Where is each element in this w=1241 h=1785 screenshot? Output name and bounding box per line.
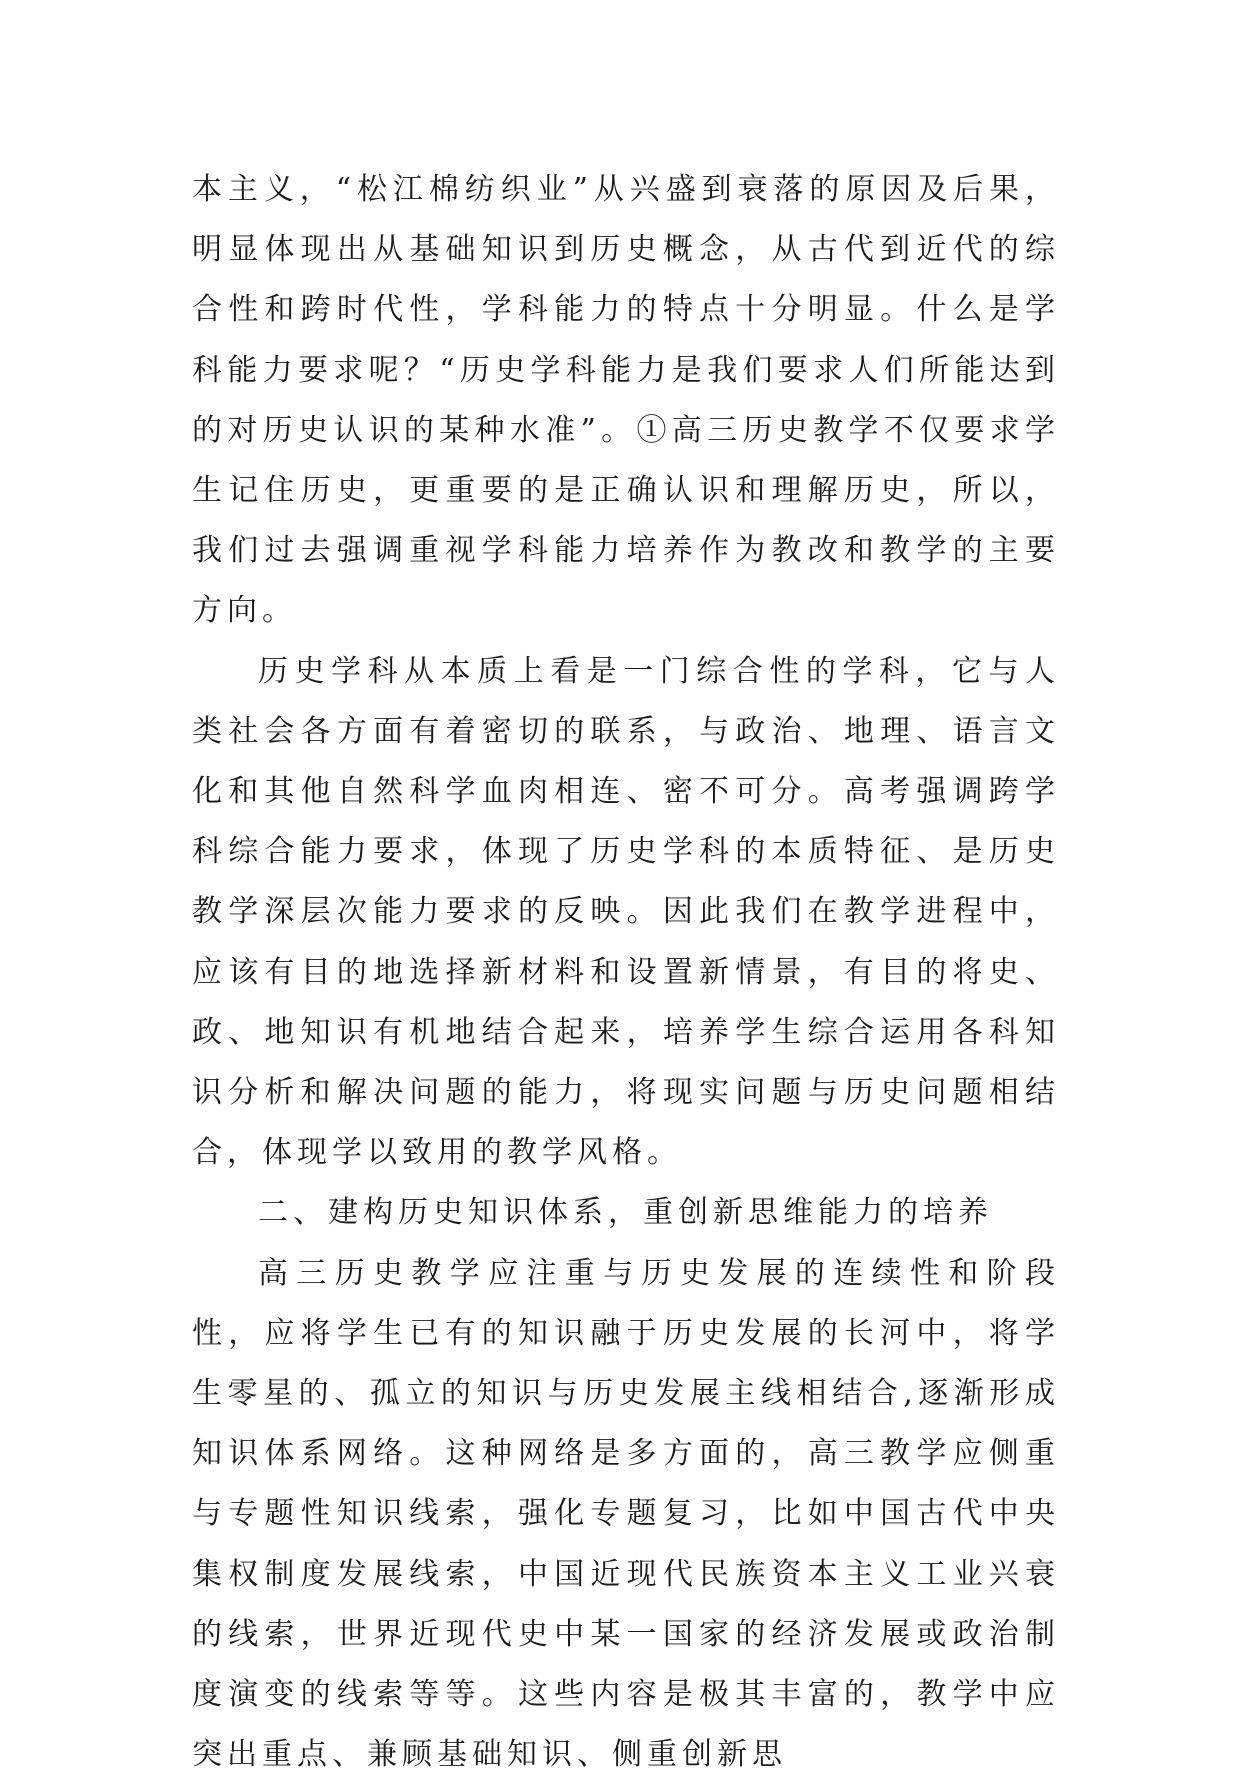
paragraph-2: 历史学科从本质上看是一门综合性的学科，它与人类社会各方面有着密切的联系，与政治、地理、语言文化和其他自然科学血肉相连、密不可分。高考强调跨学科综合能力要求，体现了历史学科的本质特征、是历史教学深层次能力要求的反映。因此我们在教学进程中，应该有目的地选择新材料和设置新情景，有目的将史、政、地知识有机地结合起来，培养学生综合运用各科知识分析和解决问题的能力，将现实问题与历史问题相结合，体现学以致用的教学风格。 — [192, 653, 1060, 1171]
section-heading: 二、建构历史知识体系，重创新思维能力的培养 — [258, 1195, 993, 1231]
paragraph-1: 本主义，“松江棉纺织业”从兴盛到衰落的原因及后果，明显体现出从基础知识到历史概念，从古代到近代的综合性和跨时代性，学科能力的特点十分明显。什么是学科能力要求呢？“历史学科能力是我们要求人们所能达到的对历史认识的某种水准”。①高三历史教学不仅要求学生记住历史，更重要的是正确认识和理解历史，所以，我们过去强调重视学科能力培养作为教改和教学的主要方向。 — [192, 172, 1060, 629]
body-text — [192, 160, 1060, 1785]
paragraph-3: 高三历史教学应注重与历史发展的连续性和阶段性，应将学生已有的知识融于历史发展的长河中，将学生零星的、孤立的知识与历史发展主线相结合,逐渐形成知识体系网络。这种网络是多方面的，高三教学应侧重与专题性知识线索，强化专题复习，比如中国古代中央集权制度发展线索，中国近现代民族资本主义工业兴衰的线索，世界近现代史中某一国家的经济发展或政治制度演变的线索等等。这些内容是极其丰富的，教学中应突出重点、兼顾基础知识、侧重创新思 — [192, 1255, 1060, 1773]
